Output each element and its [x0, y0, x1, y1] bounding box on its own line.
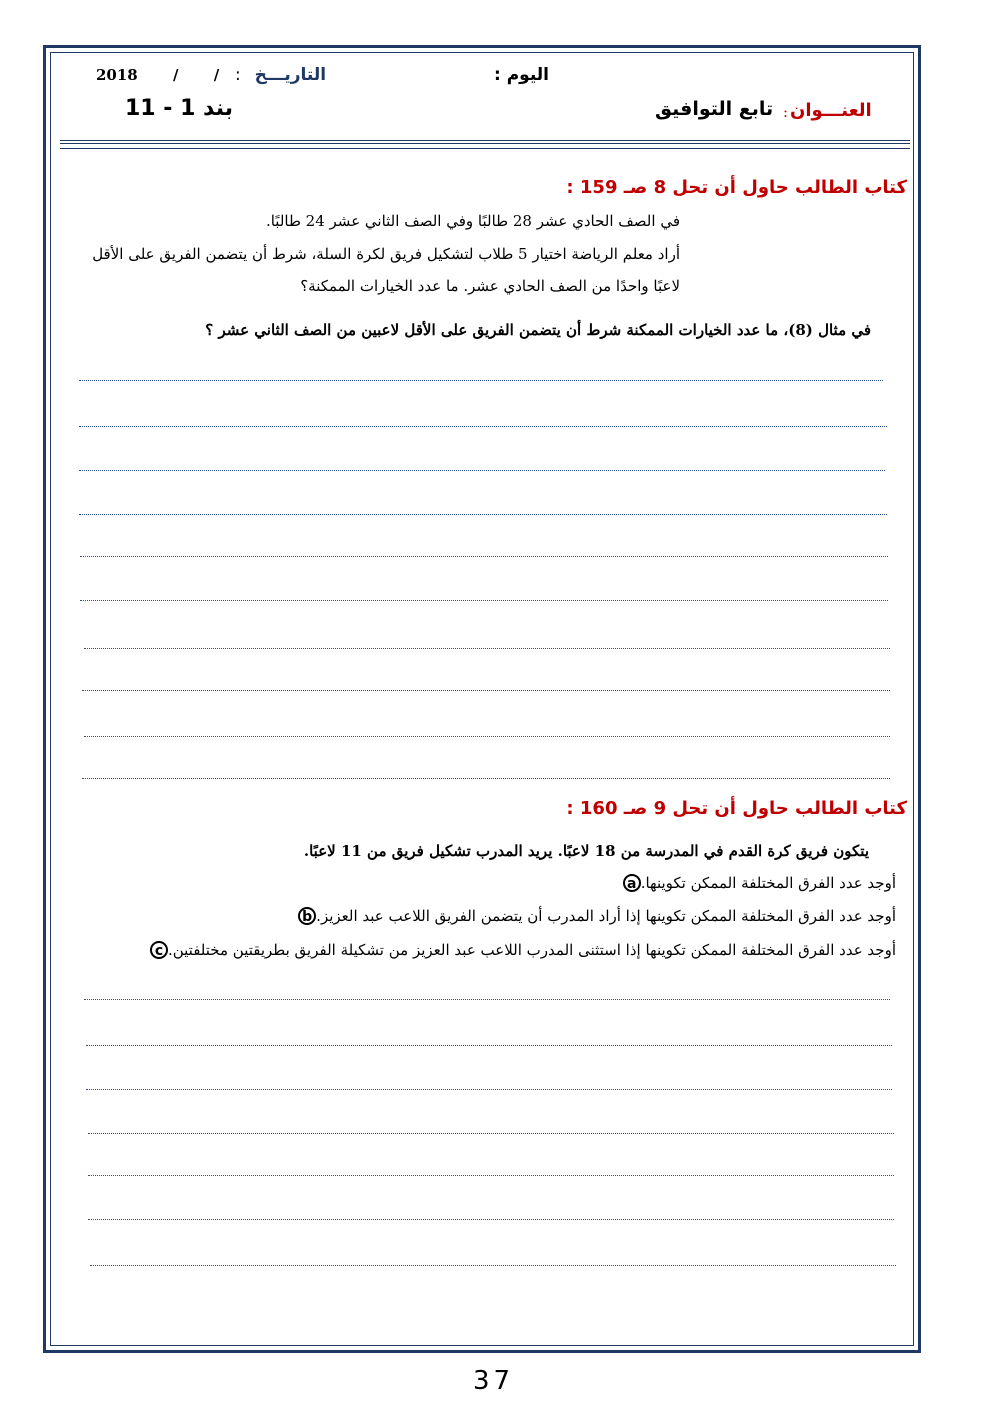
date-label-text: التاريـــخ	[254, 65, 327, 85]
answer-line	[86, 1045, 892, 1046]
answer-line	[80, 556, 888, 557]
date-slash-2: /	[213, 66, 220, 84]
answer-line	[84, 999, 890, 1000]
date-slash-1: /	[172, 66, 179, 84]
answer-line	[88, 1133, 894, 1134]
day-label: اليوم :	[494, 65, 549, 85]
section1-line-3: لاعبًا واحدًا من الصف الحادي عشر. ما عدد الخيارات الممكنة؟	[300, 277, 680, 295]
answer-line	[90, 1265, 896, 1266]
answer-line	[79, 514, 887, 515]
title-label: العنـــوان	[790, 100, 872, 121]
answer-line	[79, 426, 887, 427]
option-c-marker: c	[150, 941, 168, 959]
answer-line	[82, 778, 890, 779]
date-year: 2018	[96, 66, 138, 84]
option-a-text: أوجد عدد الفرق المختلفة الممكن تكوينها.	[640, 874, 896, 892]
answer-line	[84, 648, 890, 649]
date-label-colon: :	[235, 65, 241, 85]
title-colon: :	[783, 103, 789, 121]
header-divider	[60, 140, 910, 144]
answer-line	[88, 1219, 894, 1220]
date-label	[235, 65, 326, 85]
option-c	[144, 941, 896, 959]
section1-question: في مثال (8)، ما عدد الخيارات الممكنة شرط أن يتضمن الفريق على الأقل لاعبين من الصف الثاني عشر ؟	[205, 321, 871, 339]
lesson-title: تابع التوافيق	[655, 98, 774, 120]
answer-line	[79, 380, 883, 381]
answer-line	[88, 1175, 894, 1176]
section1-line-1: في الصف الحادي عشر 28 طالبًا وفي الصف الثاني عشر 24 طالبًا.	[265, 212, 680, 230]
section2-heading: كتاب الطالب حاول أن تحل 9 صـ 160 :	[566, 798, 907, 819]
option-a-marker: a	[623, 874, 641, 892]
option-b-marker: b	[298, 907, 316, 925]
option-c-text: أوجد عدد الفرق المختلفة الممكن تكوينها إذا استثنى المدرب اللاعب عبد العزيز من تشكيلة الفريق بطريقتين مختلفتين.	[167, 941, 896, 959]
option-b-text: أوجد عدد الفرق المختلفة الممكن تكوينها إذا أراد المدرب أن يتضمن الفريق اللاعب عبد العزيز.	[316, 907, 896, 925]
answer-line	[79, 470, 885, 471]
answer-line	[82, 690, 890, 691]
answer-line	[80, 600, 888, 601]
answer-line	[84, 736, 890, 737]
header-divider-thin	[60, 148, 910, 149]
option-a	[617, 874, 896, 892]
answer-line	[86, 1089, 892, 1090]
section1-line-2: أراد معلم الرياضة اختيار 5 طلاب لتشكيل فريق لكرة السلة، شرط أن يتضمن الفريق على الأقل	[92, 245, 680, 263]
section2-intro: يتكون فريق كرة القدم في المدرسة من 18 لاعبًا. يريد المدرب تشكيل فريق من 11 لاعبًا.	[303, 842, 869, 860]
date-value	[96, 66, 249, 84]
page-number: 37	[473, 1366, 515, 1396]
band-number: بند 1 - 11	[125, 96, 233, 121]
option-b	[292, 907, 896, 925]
section1-heading: كتاب الطالب حاول أن تحل 8 صـ 159 :	[566, 177, 907, 198]
